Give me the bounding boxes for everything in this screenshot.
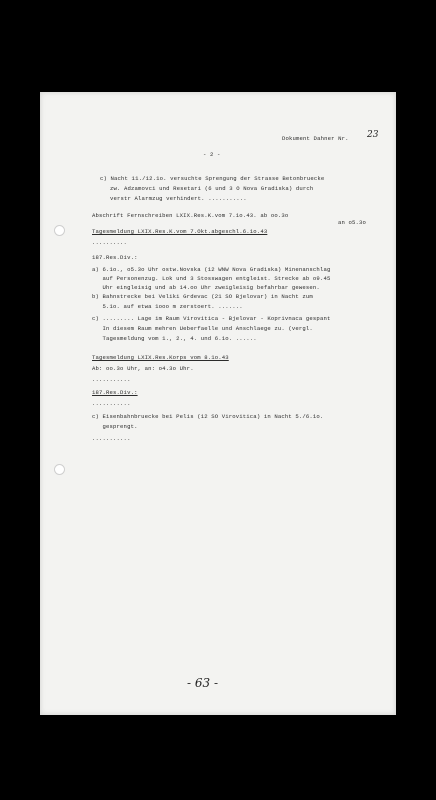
list1-line-4: b) Bahnstrecke bei Veliki Grdevac (21 SO Bjelovar) in Nacht zum [92, 293, 313, 300]
division-label-1: 187.Res.Div.: [92, 254, 138, 261]
list1-line-2: auf Personenzug. Lok und 3 Stosswagen entgleist. Strecke ab o9.45 [92, 275, 331, 282]
page-marker: - 2 - [203, 151, 221, 158]
list2-line-1: c) Eisenbahnbruecke bei Pelis (12 SO Virovitica) in Nacht 5./6.1o. [92, 413, 324, 420]
punch-hole-bottom [54, 464, 65, 475]
list1-line-8: Tagesmeldung vom 1., 2., 4. und 6.1o. ...... [92, 335, 257, 342]
handwritten-doc-number: 23 [367, 130, 379, 140]
division-label-2: 187.Res.Div.: [92, 389, 138, 396]
list1-line-3: Uhr eingleisig und ab 14.oo Uhr zweigleisig befahrbar gewesen. [92, 284, 320, 291]
list1-line-7: In diesem Raum mehren Ueberfaelle und Anschlaege zu. (vergl. [92, 325, 313, 332]
list1-line-5: 5.1o. auf etwa 1ooo m zerstoert. ....... [92, 303, 243, 310]
handwritten-page-number: - 63 - [187, 676, 219, 690]
abschrift-line-2: an o5.3o [338, 219, 367, 226]
tagesmeldung-heading-2: Tagesmeldung LXIX.Res.Korps vom 8.1o.43 [92, 354, 229, 361]
tagesmeldung-heading-1: Tagesmeldung LXIX.Res.K.vom 7.Okt.abgeschl.6.1o.43 [92, 228, 268, 235]
punch-hole-top [54, 225, 65, 236]
dots-line-3: ........... [92, 400, 131, 407]
list2-line-2: gesprengt. [92, 423, 138, 430]
ab-an-times: Ab: oo.3o Uhr, an: o4.3o Uhr. [92, 365, 194, 372]
document-label: Dokument Dahner Nr. [282, 135, 349, 142]
dots-line-4: ........... [92, 435, 131, 442]
paragraph-c-line-1: c) Nacht 11./12.1o. versuchte Sprengung der Strasse Betonbruecke [100, 175, 325, 182]
document-page [40, 92, 396, 715]
abschrift-line-1: Abschrift Fernschreiben LXIX.Res.K.vom 7.1o.43. ab oo.3o [92, 212, 289, 219]
dots-line-1: .......... [92, 239, 128, 246]
paragraph-c-line-3: verstr Alarmzug verhindert. ........... [110, 195, 247, 202]
list1-line-6: c) ......... Lage im Raum Virovitica - Bjelovar - Koprivnaca gespant [92, 315, 331, 322]
dots-line-2: ........... [92, 376, 131, 383]
paragraph-c-line-2: zw. Adzamovci und Resetari (6 und 3 O Nova Gradiska) durch [110, 185, 314, 192]
list1-line-1: a) 6.1o., o5.3o Uhr ostw.Novska (12 WNW Nova Gradiska) Minenanschlag [92, 266, 331, 273]
